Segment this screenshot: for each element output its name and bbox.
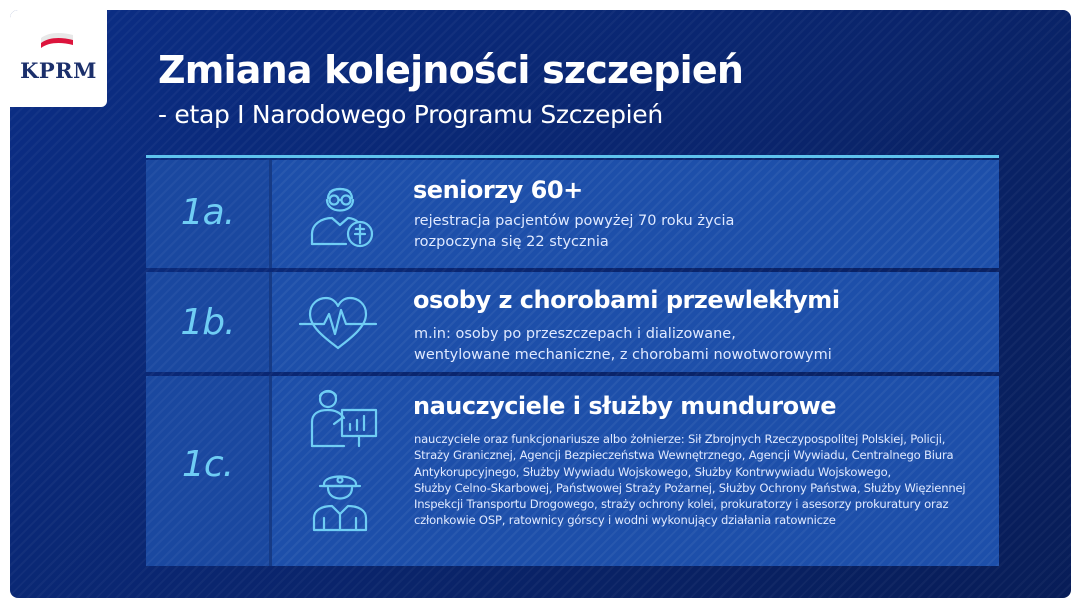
page-title: Zmiana kolejności szczepień — [158, 48, 744, 92]
stage-heading: nauczyciele i służby mundurowe — [413, 392, 837, 420]
logo-text: KPRM — [20, 58, 97, 83]
stage-row-1c — [146, 376, 999, 566]
description-line: Straży Granicznej, Agencji Bezpieczeństwa Wewnętrznego, Agencji Wywiadu, Centralnego Biura — [414, 448, 954, 463]
description-line: m.in: osoby po przeszczepach i dializowane, — [414, 326, 736, 342]
stage-description — [414, 211, 734, 253]
stage-row-1b — [146, 272, 999, 372]
stage-number: 1c. — [181, 444, 234, 485]
infographic-panel — [10, 10, 1071, 598]
stage-number: 1a. — [180, 192, 235, 233]
description-line: członkowie OSP, ratownicy górscy i wodni wykonujący działania ratownicze — [414, 513, 836, 528]
stage-number-cell — [146, 376, 272, 566]
heart-pulse-icon — [298, 292, 378, 354]
stage-heading: osoby z chorobami przewlekłymi — [413, 286, 840, 314]
description-line: Antykorupcyjnego, Służby Wywiadu Wojskowego, Służby Kontrwywiadu Wojskowego, — [414, 464, 892, 479]
stage-number-cell — [146, 272, 272, 372]
senior-person-medical-icon — [306, 178, 376, 250]
polish-flag-icon — [39, 31, 75, 49]
description-line: rejestracja pacjentów powyżej 70 roku życia — [414, 213, 735, 229]
description-line: Służby Celno-Skarbowej, Państwowej Straży Pożarnej, Służby Ochrony Państwa, Służby Więziennej — [414, 480, 966, 495]
description-line: Inspekcji Transportu Drogowego, straży ochrony kolei, prokuratorzy i asesorzy prokuratury oraz — [414, 497, 949, 512]
stage-number: 1b. — [180, 302, 235, 343]
stage-description — [414, 431, 965, 529]
page-subtitle: - etap I Narodowego Programu Szczepień — [158, 100, 663, 129]
description-line: wentylowane mechaniczne, z chorobami nowotworowymi — [414, 347, 832, 363]
description-line: rozpoczyna się 22 stycznia — [414, 234, 609, 250]
uniformed-officer-icon — [310, 468, 370, 534]
stage-number-cell — [146, 160, 272, 268]
stage-description — [414, 324, 832, 366]
kprm-logo — [10, 10, 107, 107]
divider-line — [146, 155, 999, 158]
description-line: nauczyciele oraz funkcjonariusze albo żołnierze: Sił Zbrojnych Rzeczypospolitej Polskiej, Policji, — [414, 432, 946, 446]
teacher-board-icon — [308, 388, 380, 450]
stage-heading: seniorzy 60+ — [413, 176, 583, 204]
stage-row-1a — [146, 160, 999, 268]
